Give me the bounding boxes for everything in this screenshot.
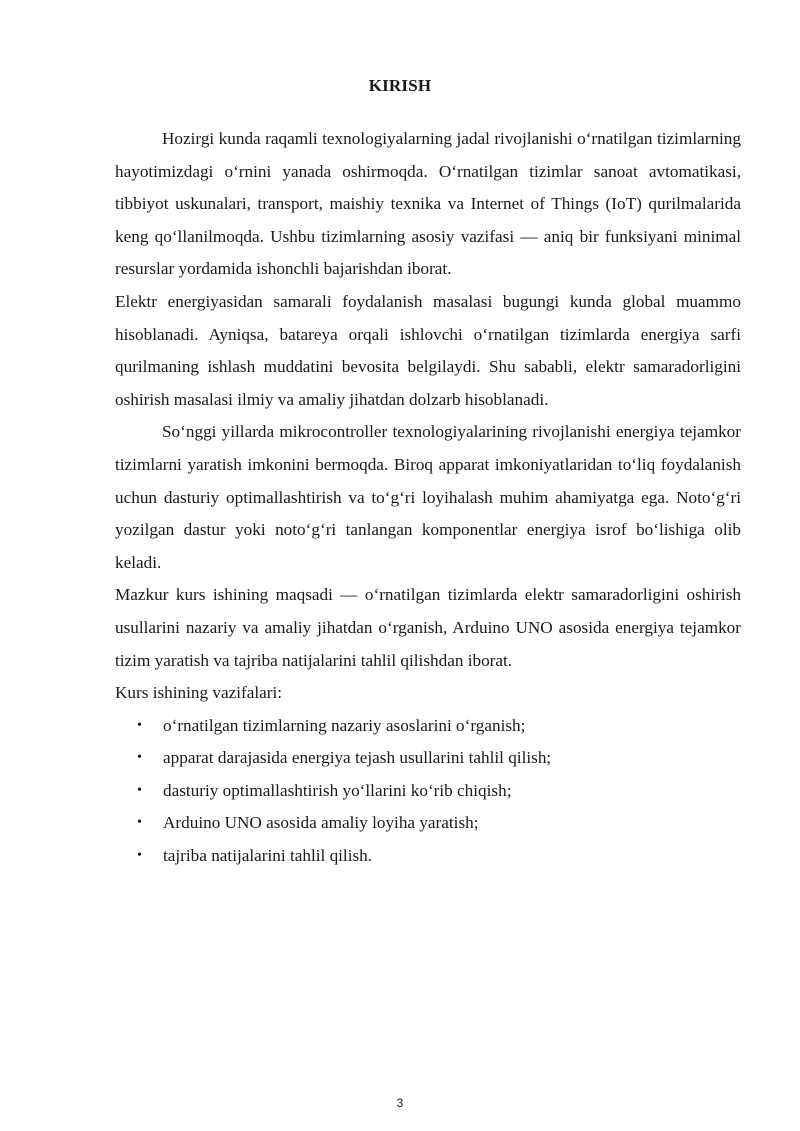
list-item xyxy=(115,710,741,743)
bullet-icon: • xyxy=(137,782,142,798)
list-item-text: dasturiy optimallashtirish yo‘llarini ko‘rib chiqish; xyxy=(163,780,512,800)
bullet-icon: • xyxy=(137,848,142,864)
bullet-icon: • xyxy=(137,717,142,733)
section-heading: KIRISH xyxy=(368,76,432,95)
paragraph-microcontroller: So‘nggi yillarda mikrocontroller texnologiyalarining rivojlanishi energiya tejamkor tizimlarni yaratish imkonini bermoqda. Biroq apparat imkoniyatlaridan to‘liq foydalanish uchun dasturiy optimallashtirish va to‘g‘ri loyihalash muhim ahamiyatga ega. Noto‘g‘ri yozilgan dastur yoki noto‘g‘ri tanlangan komponentlar energiya isrof bo‘lishiga olib keladi. xyxy=(115,422,741,572)
page-number: 3 xyxy=(396,1096,404,1110)
tasks-list xyxy=(115,710,741,873)
bullet-icon: • xyxy=(137,750,142,766)
paragraph-energy: Elektr energiyasidan samarali foydalanish masalasi bugungi kunda global muammo hisoblanadi. Ayniqsa, batareya orqali ishlovchi o‘rnatilgan tizimlarda energiya sarfi qurilmaning ishlash muddatini bevosita belgilaydi. Shu sababli, elektr samaradorligini oshirish masalasi ilmiy va amaliy jihatdan dolzarb hisoblanadi. xyxy=(115,291,741,409)
list-item-text: o‘rnatilgan tizimlarning nazariy asoslarini o‘rganish; xyxy=(163,715,526,735)
tasks-label: Kurs ishining vazifalari: xyxy=(115,683,283,703)
bullet-icon: • xyxy=(137,815,142,831)
list-item xyxy=(115,807,741,840)
list-item-text: tajriba natijalarini tahlil qilish. xyxy=(163,846,373,866)
paragraph-intro: Hozirgi kunda raqamli texnologiyalarning jadal rivojlanishi o‘rnatilgan tizimlarning hayotimizdagi o‘rnini yanada oshirmoqda. O‘rnatilgan tizimlar sanoat avtomatikasi, tibbiyot uskunalari, transport, maishiy texnika va Internet of Things (IoT) qurilmalarida keng qo‘llanilmoqda. Ushbu tizimlarning asosiy vazifasi — aniq bir funksiyani minimal resurslar yordamida ishonchli bajarishdan iborat. xyxy=(115,129,741,279)
list-item-text: Arduino UNO asosida amaliy loyiha yaratish; xyxy=(163,813,479,833)
paragraph-goal: Mazkur kurs ishining maqsadi — o‘rnatilgan tizimlarda elektr samaradorligini oshirish usullarini nazariy va amaliy jihatdan o‘rganish, Arduino UNO asosida energiya tejamkor tizim yaratish va tajriba natijalarini tahlil qilishdan iborat. xyxy=(115,585,741,670)
list-item xyxy=(115,742,741,775)
body-text xyxy=(115,123,741,873)
list-item xyxy=(115,775,741,808)
list-item xyxy=(115,840,741,873)
list-item-text: apparat darajasida energiya tejash usullarini tahlil qilish; xyxy=(163,748,552,768)
